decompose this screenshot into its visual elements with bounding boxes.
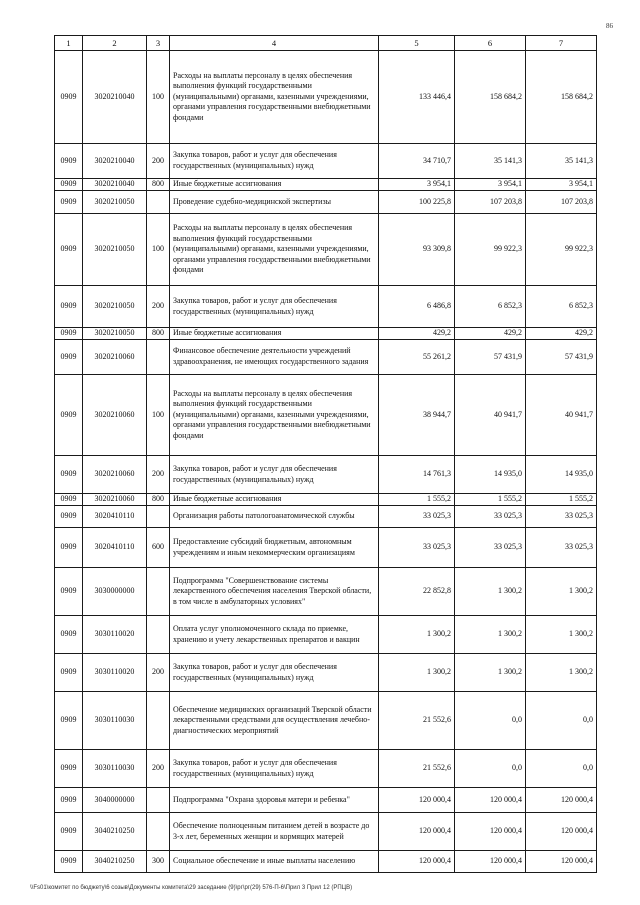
table-row: [55, 568, 597, 616]
amount-col7-cell: 1 555,2: [526, 494, 597, 506]
amount-col6-cell: 33 025,3: [455, 528, 526, 568]
section-code-cell: 0909: [55, 375, 83, 456]
amount-col5-cell: 22 852,8: [379, 568, 455, 616]
amount-col6-cell: 1 300,2: [455, 616, 526, 654]
expense-type-cell: [147, 813, 170, 851]
expense-type-cell: 100: [147, 51, 170, 144]
amount-col6-cell: 158 684,2: [455, 51, 526, 144]
target-code-cell: 3030000000: [83, 568, 147, 616]
amount-col6-cell: 107 203,8: [455, 191, 526, 214]
amount-col5-cell: 429,2: [379, 328, 455, 340]
header-cell: 5: [379, 36, 455, 51]
amount-col6-cell: 6 852,3: [455, 286, 526, 328]
amount-col6-cell: 57 431,9: [455, 340, 526, 375]
amount-col6-cell: 99 922,3: [455, 214, 526, 286]
amount-col6-cell: 429,2: [455, 328, 526, 340]
table-row: [55, 328, 597, 340]
amount-col5-cell: 55 261,2: [379, 340, 455, 375]
section-code-cell: 0909: [55, 286, 83, 328]
table-header-row: [55, 36, 597, 51]
table-row: [55, 528, 597, 568]
amount-col5-cell: 133 446,4: [379, 51, 455, 144]
amount-col7-cell: 33 025,3: [526, 528, 597, 568]
expense-type-cell: 200: [147, 654, 170, 692]
table-row: [55, 286, 597, 328]
description-cell: Закупка товаров, работ и услуг для обеспечения государственных (муниципальных) нужд: [170, 286, 379, 328]
section-code-cell: 0909: [55, 506, 83, 528]
expense-type-cell: 300: [147, 851, 170, 873]
table-row: [55, 214, 597, 286]
page-number: 86: [606, 22, 613, 30]
header-cell: 4: [170, 36, 379, 51]
target-code-cell: 3040000000: [83, 788, 147, 813]
amount-col6-cell: 1 300,2: [455, 654, 526, 692]
target-code-cell: 3040210250: [83, 851, 147, 873]
target-code-cell: 3020210050: [83, 214, 147, 286]
amount-col5-cell: 21 552,6: [379, 750, 455, 788]
amount-col6-cell: 14 935,0: [455, 456, 526, 494]
section-code-cell: 0909: [55, 51, 83, 144]
section-code-cell: 0909: [55, 788, 83, 813]
description-cell: Закупка товаров, работ и услуг для обеспечения государственных (муниципальных) нужд: [170, 144, 379, 179]
expense-type-cell: 800: [147, 328, 170, 340]
section-code-cell: 0909: [55, 191, 83, 214]
expense-type-cell: 100: [147, 375, 170, 456]
table-row: [55, 788, 597, 813]
expense-type-cell: 600: [147, 528, 170, 568]
description-cell: Организация работы патологоанатомической службы: [170, 506, 379, 528]
table-row: [55, 494, 597, 506]
amount-col5-cell: 14 761,3: [379, 456, 455, 494]
section-code-cell: 0909: [55, 750, 83, 788]
target-code-cell: 3020210040: [83, 179, 147, 191]
description-cell: Обеспечение медицинских организаций Тверской области лекарственными средствами для осуществления лечебно-диагностических мероприятий: [170, 692, 379, 750]
amount-col7-cell: 1 300,2: [526, 654, 597, 692]
amount-col5-cell: 6 486,8: [379, 286, 455, 328]
section-code-cell: 0909: [55, 528, 83, 568]
target-code-cell: 3020210060: [83, 456, 147, 494]
table-row: [55, 179, 597, 191]
amount-col7-cell: 35 141,3: [526, 144, 597, 179]
table-row: [55, 456, 597, 494]
description-cell: Предоставление субсидий бюджетным, автономным учреждениям и иным некоммерческим организациям: [170, 528, 379, 568]
expense-type-cell: [147, 616, 170, 654]
target-code-cell: 3020210040: [83, 51, 147, 144]
target-code-cell: 3030110030: [83, 750, 147, 788]
expense-type-cell: 200: [147, 456, 170, 494]
amount-col7-cell: 6 852,3: [526, 286, 597, 328]
section-code-cell: 0909: [55, 214, 83, 286]
expense-type-cell: [147, 191, 170, 214]
description-cell: Иные бюджетные ассигнования: [170, 494, 379, 506]
amount-col7-cell: 120 000,4: [526, 788, 597, 813]
expense-type-cell: 200: [147, 286, 170, 328]
amount-col6-cell: 40 941,7: [455, 375, 526, 456]
amount-col5-cell: 120 000,4: [379, 788, 455, 813]
description-cell: Закупка товаров, работ и услуг для обеспечения государственных (муниципальных) нужд: [170, 456, 379, 494]
description-cell: Закупка товаров, работ и услуг для обеспечения государственных (муниципальных) нужд: [170, 750, 379, 788]
amount-col6-cell: 120 000,4: [455, 851, 526, 873]
header-cell: 3: [147, 36, 170, 51]
amount-col5-cell: 120 000,4: [379, 851, 455, 873]
amount-col7-cell: 158 684,2: [526, 51, 597, 144]
section-code-cell: 0909: [55, 494, 83, 506]
amount-col7-cell: 1 300,2: [526, 616, 597, 654]
description-cell: Иные бюджетные ассигнования: [170, 179, 379, 191]
expense-type-cell: 800: [147, 494, 170, 506]
amount-col6-cell: 33 025,3: [455, 506, 526, 528]
expense-type-cell: [147, 692, 170, 750]
amount-col7-cell: 99 922,3: [526, 214, 597, 286]
description-cell: Закупка товаров, работ и услуг для обеспечения государственных (муниципальных) нужд: [170, 654, 379, 692]
section-code-cell: 0909: [55, 340, 83, 375]
amount-col5-cell: 34 710,7: [379, 144, 455, 179]
amount-col5-cell: 33 025,3: [379, 528, 455, 568]
amount-col5-cell: 1 555,2: [379, 494, 455, 506]
amount-col5-cell: 1 300,2: [379, 654, 455, 692]
section-code-cell: 0909: [55, 813, 83, 851]
target-code-cell: 3020410110: [83, 528, 147, 568]
table-row: [55, 144, 597, 179]
amount-col7-cell: 1 300,2: [526, 568, 597, 616]
target-code-cell: 3030110020: [83, 654, 147, 692]
section-code-cell: 0909: [55, 144, 83, 179]
amount-col7-cell: 57 431,9: [526, 340, 597, 375]
description-cell: Финансовое обеспечение деятельности учреждений здравоохранения, не имеющих государственного задания: [170, 340, 379, 375]
description-cell: Социальное обеспечение и иные выплаты населению: [170, 851, 379, 873]
amount-col5-cell: 21 552,6: [379, 692, 455, 750]
header-cell: 1: [55, 36, 83, 51]
amount-col6-cell: 0,0: [455, 750, 526, 788]
amount-col5-cell: 1 300,2: [379, 616, 455, 654]
description-cell: Подпрограмма "Охрана здоровья матери и ребенка": [170, 788, 379, 813]
amount-col6-cell: 35 141,3: [455, 144, 526, 179]
amount-col7-cell: 429,2: [526, 328, 597, 340]
amount-col7-cell: 107 203,8: [526, 191, 597, 214]
table-row: [55, 813, 597, 851]
amount-col7-cell: 3 954,1: [526, 179, 597, 191]
target-code-cell: 3020210060: [83, 340, 147, 375]
amount-col5-cell: 38 944,7: [379, 375, 455, 456]
table-row: [55, 191, 597, 214]
table-row: [55, 506, 597, 528]
amount-col5-cell: 93 309,8: [379, 214, 455, 286]
amount-col6-cell: 1 555,2: [455, 494, 526, 506]
table-row: [55, 654, 597, 692]
amount-col6-cell: 0,0: [455, 692, 526, 750]
table-row: [55, 616, 597, 654]
expense-type-cell: [147, 788, 170, 813]
amount-col7-cell: 0,0: [526, 750, 597, 788]
expense-type-cell: 100: [147, 214, 170, 286]
target-code-cell: 3020210060: [83, 494, 147, 506]
description-cell: Проведение судебно-медицинской экспертизы: [170, 191, 379, 214]
header-cell: 2: [83, 36, 147, 51]
description-cell: Расходы на выплаты персоналу в целях обеспечения выполнения функций государственными (муниципальными) органами, казенными учреждениями, органами управления государственными внебюджетными фондами: [170, 214, 379, 286]
amount-col7-cell: 40 941,7: [526, 375, 597, 456]
target-code-cell: 3020410110: [83, 506, 147, 528]
table-row: [55, 851, 597, 873]
amount-col5-cell: 33 025,3: [379, 506, 455, 528]
section-code-cell: 0909: [55, 328, 83, 340]
header-cell: 7: [526, 36, 597, 51]
budget-table: [54, 35, 597, 873]
expense-type-cell: 200: [147, 144, 170, 179]
section-code-cell: 0909: [55, 692, 83, 750]
target-code-cell: 3030110030: [83, 692, 147, 750]
header-cell: 6: [455, 36, 526, 51]
target-code-cell: 3020210050: [83, 191, 147, 214]
expense-type-cell: 800: [147, 179, 170, 191]
expense-type-cell: [147, 506, 170, 528]
table-row: [55, 340, 597, 375]
amount-col7-cell: 14 935,0: [526, 456, 597, 494]
description-cell: Расходы на выплаты персоналу в целях обеспечения выполнения функций государственными (муниципальными) органами, казенными учреждениями, органами управления государственными внебюджетными фондами: [170, 51, 379, 144]
target-code-cell: 3030110020: [83, 616, 147, 654]
footer-file-path: \\Fs01\комитет по бюджету\6 созыв\Документы комитета\29 заседание (9)\рг\рг(29) 576-П-6\Прил 3 Прил 12 (РПЦВ): [30, 885, 353, 891]
description-cell: Подпрограмма "Совершенствование системы лекарственного обеспечения населения Тверской области, в том числе в амбулаторных условиях": [170, 568, 379, 616]
amount-col7-cell: 0,0: [526, 692, 597, 750]
section-code-cell: 0909: [55, 654, 83, 692]
description-cell: Расходы на выплаты персоналу в целях обеспечения выполнения функций государственными (муниципальными) органами, казенными учреждениями, органами управления государственными внебюджетными фондами: [170, 375, 379, 456]
table-row: [55, 375, 597, 456]
expense-type-cell: [147, 340, 170, 375]
target-code-cell: 3020210040: [83, 144, 147, 179]
section-code-cell: 0909: [55, 616, 83, 654]
section-code-cell: 0909: [55, 851, 83, 873]
description-cell: Оплата услуг уполномоченного склада по приемке, хранению и учету лекарственных препаратов и вакцин: [170, 616, 379, 654]
section-code-cell: 0909: [55, 456, 83, 494]
target-code-cell: 3040210250: [83, 813, 147, 851]
expense-type-cell: [147, 568, 170, 616]
amount-col6-cell: 120 000,4: [455, 788, 526, 813]
section-code-cell: 0909: [55, 568, 83, 616]
amount-col6-cell: 1 300,2: [455, 568, 526, 616]
amount-col6-cell: 120 000,4: [455, 813, 526, 851]
expense-type-cell: 200: [147, 750, 170, 788]
amount-col5-cell: 100 225,8: [379, 191, 455, 214]
description-cell: Обеспечение полноценным питанием детей в возрасте до 3-х лет, беременных женщин и кормящих матерей: [170, 813, 379, 851]
amount-col5-cell: 3 954,1: [379, 179, 455, 191]
section-code-cell: 0909: [55, 179, 83, 191]
amount-col7-cell: 120 000,4: [526, 851, 597, 873]
target-code-cell: 3020210050: [83, 328, 147, 340]
table-row: [55, 692, 597, 750]
amount-col7-cell: 120 000,4: [526, 813, 597, 851]
target-code-cell: 3020210060: [83, 375, 147, 456]
amount-col5-cell: 120 000,4: [379, 813, 455, 851]
target-code-cell: 3020210050: [83, 286, 147, 328]
table-row: [55, 750, 597, 788]
table-row: [55, 51, 597, 144]
description-cell: Иные бюджетные ассигнования: [170, 328, 379, 340]
amount-col6-cell: 3 954,1: [455, 179, 526, 191]
amount-col7-cell: 33 025,3: [526, 506, 597, 528]
